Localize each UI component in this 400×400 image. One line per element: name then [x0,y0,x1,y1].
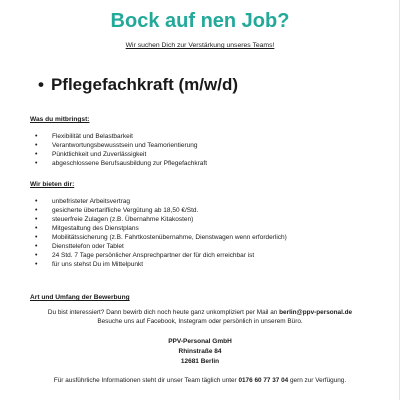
company-name: PPV-Personal GmbH [168,338,232,345]
list-item: • Mobilitätssicherung (z.B. Fahrtkostenübernahme, Dienstwagen wenn erforderlich) [30,233,287,242]
benefits-list [30,197,287,269]
list-item: • steuerfreie Zulagen (z.B. Übernahme Kitakosten) [30,215,287,224]
footer-contact [0,376,400,385]
page-title: Bock auf nen Job? [110,10,290,32]
list-item: • 24 Std. 7 Tage persönlicher Ansprechpartner der für dich erreichbar ist [30,251,287,260]
application-line-1 [0,308,400,317]
list-item: • Mitgestaltung des Dienstplans [30,224,287,233]
job-title-text: Pflegefachkraft (m/w/d) [50,75,238,94]
list-item: • gesicherte übertarifliche Vergütung ab 18,50 €/Std. [30,206,287,215]
application-heading: Art und Umfang der Bewerbung [30,294,130,301]
list-item: • abgeschlossene Berufsausbildung zur Pflegefachkraft [30,159,207,168]
email-link[interactable]: berlin@ppv-personal.de [279,309,353,316]
benefits-heading: Wir bieten dir: [30,181,75,188]
application-line-2: Besuche uns auf Facebook, Instegram oder persönlich in unserem Büro. [97,318,303,325]
list-item: • Diensttelefon oder Tablet [30,242,287,251]
company-street: Rhinstraße 84 [178,348,222,355]
list-item: • Verantwortungsbewusstsein und Teamorientierung [30,141,207,150]
job-title [38,75,238,95]
list-item: • Pünktlichkeit und Zuverlässigkeit [30,150,207,159]
page-subtitle: Wir suchen Dich zur Verstärkung unseres Teams! [125,42,275,49]
requirements-heading: Was du mitbringst: [30,116,90,123]
footer-text-end: gern zur Verfügung. [288,377,347,384]
footer-text: Für ausführliche Informationen steht dir unser Team täglich unter [53,377,239,384]
bullet-icon: • [38,75,44,94]
list-item: • für uns stehst Du im Mittelpunkt [30,260,287,269]
application-text: Du bist interessiert? Dann bewirb dich noch heute ganz unkompliziert per Mail an [47,309,280,316]
list-item: • Flexibilität und Belastbarkeit [30,132,207,141]
company-city: 12681 Berlin [180,358,220,365]
list-item: • unbefristeter Arbeitsvertrag [30,197,287,206]
requirements-list [30,132,207,168]
phone-number[interactable]: 0176 60 77 37 04 [238,377,289,384]
